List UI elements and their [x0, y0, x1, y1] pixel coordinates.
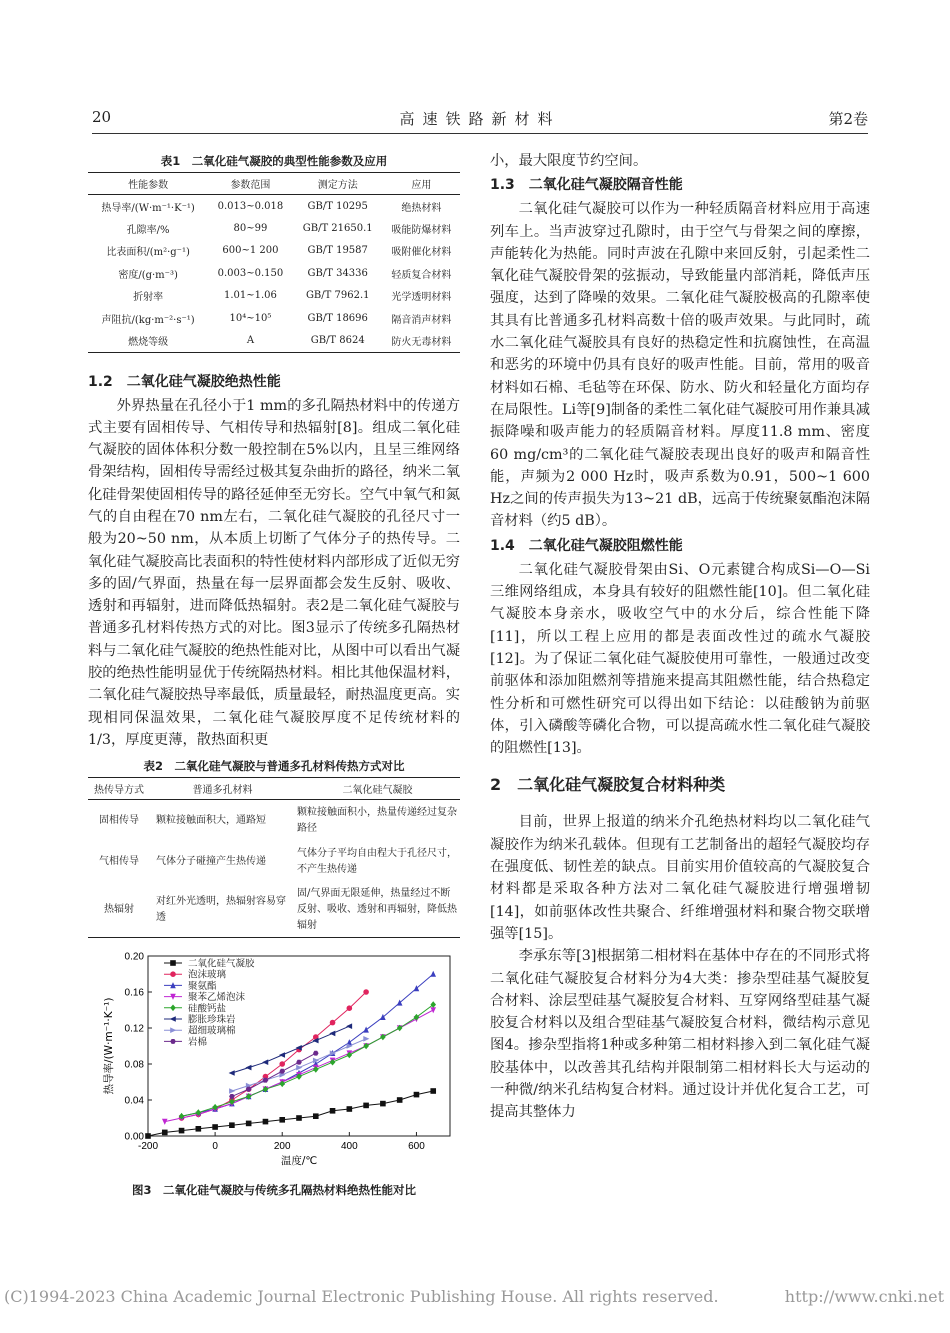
y-tick-label: 0.04 — [124, 1095, 144, 1107]
section-2-heading: 2 二氧化硅气凝胶复合材料种类 — [490, 775, 726, 795]
table1-cell: 密度/(g·m⁻³) — [118, 269, 178, 281]
table1-cell: 隔音消声材料 — [391, 314, 452, 326]
table1-cell: GB/T 21650.1 — [302, 222, 373, 234]
data-point — [363, 1036, 369, 1042]
continuation-text: 小，最大限度节约空间。 — [490, 153, 648, 169]
section-2-paragraph-2: 李承东等[3]根据第二相材料在基体中存在的不同形式将二氧化硅气凝胶复合材料分为4大类：掺杂型硅基气凝胶复合材料、涂层型硅基气凝胶复合材料、互穿网络型硅基气凝胶复合材料以及组合型硅基气凝胶复合材料，微结构示意见图4。掺杂型指将1种或多种第二相材料掺入到二氧化硅气凝胶基体中，以改善其孔结构并限制第二相材料长大与运动的一种微/纳米孔结构复合材料。通过设计并优化复合工艺，可提高其整体力 — [490, 948, 870, 1121]
table1-header-cell: 应用 — [383, 173, 460, 195]
table1-cell: 比表面积/(m²·g⁻¹) — [106, 247, 190, 259]
legend-label: 聚氨酯 — [188, 981, 217, 993]
data-point — [145, 1133, 151, 1139]
table1-cell: 0.013~0.018 — [217, 200, 284, 212]
table1-cell: 光学透明材料 — [391, 292, 452, 304]
table1-cell: GB/T 18696 — [307, 312, 368, 324]
x-tick-label: 200 — [273, 1141, 291, 1153]
data-point — [246, 1121, 252, 1127]
data-point — [296, 1115, 302, 1121]
data-point — [346, 1024, 352, 1030]
section-1-3-heading: 1.3 二氧化硅气凝胶隔音性能 — [490, 177, 683, 194]
legend-label: 超细玻璃棉 — [188, 1025, 236, 1037]
table-row — [88, 217, 460, 240]
table-row — [88, 330, 460, 353]
x-tick-label: -200 — [137, 1141, 159, 1153]
section-1-4-heading: 1.4 二氧化硅气凝胶阻燃性能 — [490, 537, 683, 554]
section-1-2-paragraph: 外界热量在孔径小于1 mm的多孔隔热材料中的传递方式主要有固相传导、气相传导和热辐射[8]。组成二氧化硅气凝胶的固体体积分数一般控制在5%以内，且呈三维网络骨架结构，固相传导需经过极其复杂曲折的路径，纳米二氧化硅骨架使固相传导的路径延伸至无穷长。空气中氧气和氮气的自由程在70 nm左右，二氧化硅气凝胶的孔径尺寸一般为20~50 nm，从本质上切断了气体分子的热传导。二氧化硅气凝胶高比表面积的特性使材料内部形成了近似无穷多的固/气界面，热量在每一层界面都会发生反射、吸收、透射和再辐射，进而降低热辐射。表2是二氧化硅气凝胶与普通多孔材料传热方式的对比。图3显示了传统多孔隔热材料与二氧化硅气凝胶的绝热性能对比，从图中可以看出气凝胶的绝热性能明显优于传统隔热材料。相比其他保温材料，二氧化硅气凝胶热导率最低，质量最轻，耐热温度更高。实现相同保温效果，二氧化硅气凝胶厚度不足传统材料的1/3，厚度更薄，散热面积更 — [88, 397, 460, 748]
data-point — [329, 1031, 335, 1037]
table2-cell: 热辐射 — [88, 882, 150, 938]
data-point — [229, 1070, 235, 1076]
table1-header-cell: 测定方法 — [293, 173, 383, 195]
data-point — [279, 1117, 285, 1123]
y-tick-label: 0.08 — [124, 1059, 144, 1071]
table-row — [88, 195, 460, 218]
table1-cell: 600~1 200 — [222, 245, 279, 257]
copyright-notice: (C)1994-2023 China Academic Journal Electronic Publishing House. All rights reserved. — [4, 1287, 719, 1306]
y-axis-label: 热导率/(W·m⁻¹·K⁻¹) — [103, 997, 115, 1095]
table1-cell: 声阻抗/(kg·m⁻²·s⁻¹) — [101, 314, 195, 326]
table1-cell: GB/T 7962.1 — [305, 290, 370, 302]
table-row — [88, 842, 460, 882]
table2-cell: 颗粒接触面积小，热量传递经过复杂路径 — [297, 807, 457, 834]
legend-marker — [170, 1039, 176, 1044]
x-tick-label: 0 — [212, 1141, 218, 1153]
table2-cell: 固相传导 — [99, 815, 139, 826]
data-point — [162, 1130, 168, 1136]
legend-label: 聚苯乙烯泡沫 — [188, 992, 246, 1004]
journal-title: 高速铁路新材料 — [399, 110, 561, 128]
data-point — [313, 1051, 319, 1056]
data-point — [245, 1065, 251, 1071]
legend-marker — [170, 1005, 176, 1012]
footer-url[interactable]: http://www.cnki.net — [784, 1287, 944, 1306]
table1-cell: GB/T 10295 — [307, 200, 368, 212]
data-point — [397, 1097, 403, 1103]
data-point — [414, 985, 420, 991]
data-point — [380, 1101, 386, 1107]
table1-caption: 表1 二氧化硅气凝胶的典型性能参数及应用 — [160, 154, 388, 168]
table2-header-cell: 热传导方式 — [88, 778, 150, 800]
volume-label: 第2卷 — [828, 110, 868, 128]
data-point — [397, 1000, 403, 1006]
legend-label: 硅酸钙盐 — [188, 1003, 227, 1015]
data-point — [363, 1027, 369, 1033]
data-point — [279, 1052, 285, 1058]
y-tick-label: 0.20 — [124, 951, 144, 963]
table1-cell: 折射率 — [133, 292, 164, 304]
table1-cell: 吸能防爆材料 — [391, 224, 452, 236]
table1-header-cell: 性能参数 — [88, 173, 208, 195]
data-point — [430, 1088, 436, 1094]
data-point — [212, 1124, 218, 1130]
section-1-2-heading: 1.2 二氧化硅气凝胶绝热性能 — [88, 373, 281, 390]
table2-header-cell: 普通多孔材料 — [150, 778, 295, 800]
data-point — [430, 1007, 436, 1013]
table2 — [88, 777, 460, 938]
table2-cell: 气相传导 — [99, 855, 139, 867]
table1-header-cell: 参数范围 — [208, 173, 293, 195]
data-point — [430, 971, 436, 977]
section-2-paragraph-1: 目前，世界上报道的纳米介孔绝热材料均以二氧化硅气凝胶作为纳米孔载体。但现有工艺制备出的超轻气凝胶均存在强度低、韧性差的缺点。目前实用价值较高的气凝胶复合材料都是采取各种方法对二氧化硅气凝胶进行增强增韧[14]，如前驱体改性共聚合、纤维增强材料和聚合物交联增强等[15]。 — [490, 814, 870, 942]
table2-cell: 气体分子平均自由程大于孔径尺寸，不产生热传递 — [297, 847, 457, 875]
page-header — [92, 108, 868, 130]
data-point — [229, 1088, 235, 1094]
x-tick-label: 600 — [408, 1141, 425, 1153]
data-point — [347, 1106, 353, 1112]
table2-cell: 颗粒接触面积大，通路短 — [156, 815, 266, 826]
table-row — [88, 800, 460, 842]
legend-label: 二氧化硅气凝胶 — [188, 958, 255, 970]
table1-cell: 轻质复合材料 — [391, 269, 452, 281]
table-row — [88, 262, 460, 285]
section-1-3-paragraph: 二氧化硅气凝胶可以作为一种轻质隔音材料应用于高速列车上。当声波穿过孔隙时，由于空气与骨架之间的摩擦，声能转化为热能。同时声波在孔隙中来回反射，引起柔性二氧化硅气凝胶骨架的弦振动，导致能量内部消耗，降低声压强度，达到了降噪的效果。二氧化硅气凝胶极高的孔隙率使其具有比普通多孔材料高数十倍的吸声效果。与此同时，疏水二氧化硅气凝胶具有良好的热稳定性和抗腐蚀性，在高温和恶劣的环境中仍具有良好的吸声性能。目前，常用的吸音材料如石棉、毛毡等在环保、防水、防火和轻量化方面均存在局限性。Li等[9]制备的柔性二氧化硅气凝胶可用作兼具减振降噪和吸声能力的轻质隔音材料。厚度11.8 mm、密度60 mg/cm³的二氧化硅气凝胶表现出良好的吸声和隔音性能，声频为2 000 Hz时，吸声系数为0.91，500~1 600 Hz之间的传声损失为13~21 dB，远高于传统聚氨酯泡沫隔音材料（约5 dB）。 — [490, 201, 870, 530]
data-point — [162, 1119, 168, 1125]
data-point — [414, 1092, 420, 1098]
legend-marker — [170, 1016, 176, 1022]
table2-caption: 表2 二氧化硅气凝胶与普通多孔材料传热方式对比 — [143, 759, 405, 774]
data-point — [363, 989, 369, 995]
table1-cell: 0.003~0.150 — [217, 267, 284, 279]
data-point — [430, 1002, 436, 1009]
right-column — [490, 150, 870, 1124]
table-row — [88, 307, 460, 330]
legend-marker — [170, 1028, 176, 1034]
table1 — [88, 172, 460, 353]
legend-label: 岩棉 — [188, 1037, 208, 1049]
figure3-caption: 图3 二氧化硅气凝胶与传统多孔隔热材料绝热性能对比 — [132, 1183, 416, 1198]
legend-label: 泡沫玻璃 — [188, 969, 227, 981]
figure3 — [88, 948, 460, 1180]
data-point — [330, 1108, 336, 1114]
header-rule — [92, 133, 868, 134]
data-point — [262, 1060, 268, 1066]
data-point — [196, 1126, 202, 1132]
table2-cell: 固/气界面无限延伸，热量经过不断反射、吸收、透射和再辐射，降低热辐射 — [295, 882, 460, 938]
data-point — [313, 1114, 319, 1120]
legend-label: 膨胀珍珠岩 — [188, 1014, 236, 1026]
data-point — [330, 1020, 336, 1026]
section-1-4-paragraph: 二氧化硅气凝胶骨架由Si、O元素键合构成Si—O—Si三维网络组成，本身具有较好的阻燃性能[10]。但二氧化硅气凝胶本身亲水，吸收空气中的水分后，综合性能下降[11]，所以工程上应用的都是表面改性过的疏水气凝胶[12]。为了保证二氧化硅气凝胶使用可靠性，一般通过改变前驱体和添加阻燃剂等措施来提高其阻燃性能，结合热稳定性分析和可燃性研究可以得出如下结论：以硅酸钠为前驱体，引入磷酸等磷化合物，可以提高疏水性二氧化硅气凝胶的阻燃性[13]。 — [490, 561, 870, 757]
page-number: 20 — [92, 108, 112, 126]
data-point — [347, 1006, 353, 1012]
table1-cell: 防火无毒材料 — [383, 330, 460, 353]
y-tick-label: 0.00 — [124, 1131, 144, 1143]
x-tick-label: 400 — [340, 1141, 358, 1153]
data-point — [229, 1123, 235, 1129]
left-column — [88, 150, 460, 1198]
y-tick-label: 0.16 — [124, 987, 144, 999]
table1-cell: 燃烧等级 — [88, 330, 208, 353]
data-point — [363, 1103, 369, 1109]
table2-cell: 对红外光透明，热辐射容易穿透 — [150, 882, 295, 938]
data-point — [179, 1128, 185, 1134]
table2-cell: 气体分子碰撞产生热传递 — [156, 855, 266, 867]
table-row — [88, 285, 460, 308]
data-point — [279, 1061, 285, 1067]
table1-cell: 吸附催化材料 — [391, 247, 452, 259]
table1-cell: 10⁴~10⁵ — [229, 312, 272, 324]
table1-cell: GB/T 8624 — [293, 330, 383, 353]
table1-cell: 80~99 — [233, 222, 268, 234]
data-point — [296, 1060, 302, 1065]
data-point — [296, 1065, 302, 1071]
table-row — [88, 240, 460, 263]
table1-cell: 1.01~1.06 — [223, 290, 277, 302]
table1-cell: 孔隙率/% — [126, 224, 170, 236]
x-axis-label: 温度/℃ — [280, 1155, 318, 1168]
table1-cell: 热导率/(W·m⁻¹·K⁻¹) — [101, 202, 195, 214]
table-row — [88, 882, 460, 938]
data-point — [263, 1119, 269, 1125]
legend-marker — [170, 972, 176, 978]
data-point — [380, 1014, 386, 1020]
table1-cell: 绝热材料 — [401, 202, 442, 214]
table2-header-cell: 二氧化硅气凝胶 — [295, 778, 460, 800]
figure3-chart — [88, 948, 460, 1180]
table1-cell: GB/T 19587 — [307, 245, 368, 257]
legend-marker — [170, 960, 176, 966]
table1-cell: GB/T 34336 — [307, 267, 368, 279]
table1-cell: A — [208, 330, 293, 353]
series-line — [148, 1091, 433, 1136]
y-tick-label: 0.12 — [124, 1023, 144, 1035]
